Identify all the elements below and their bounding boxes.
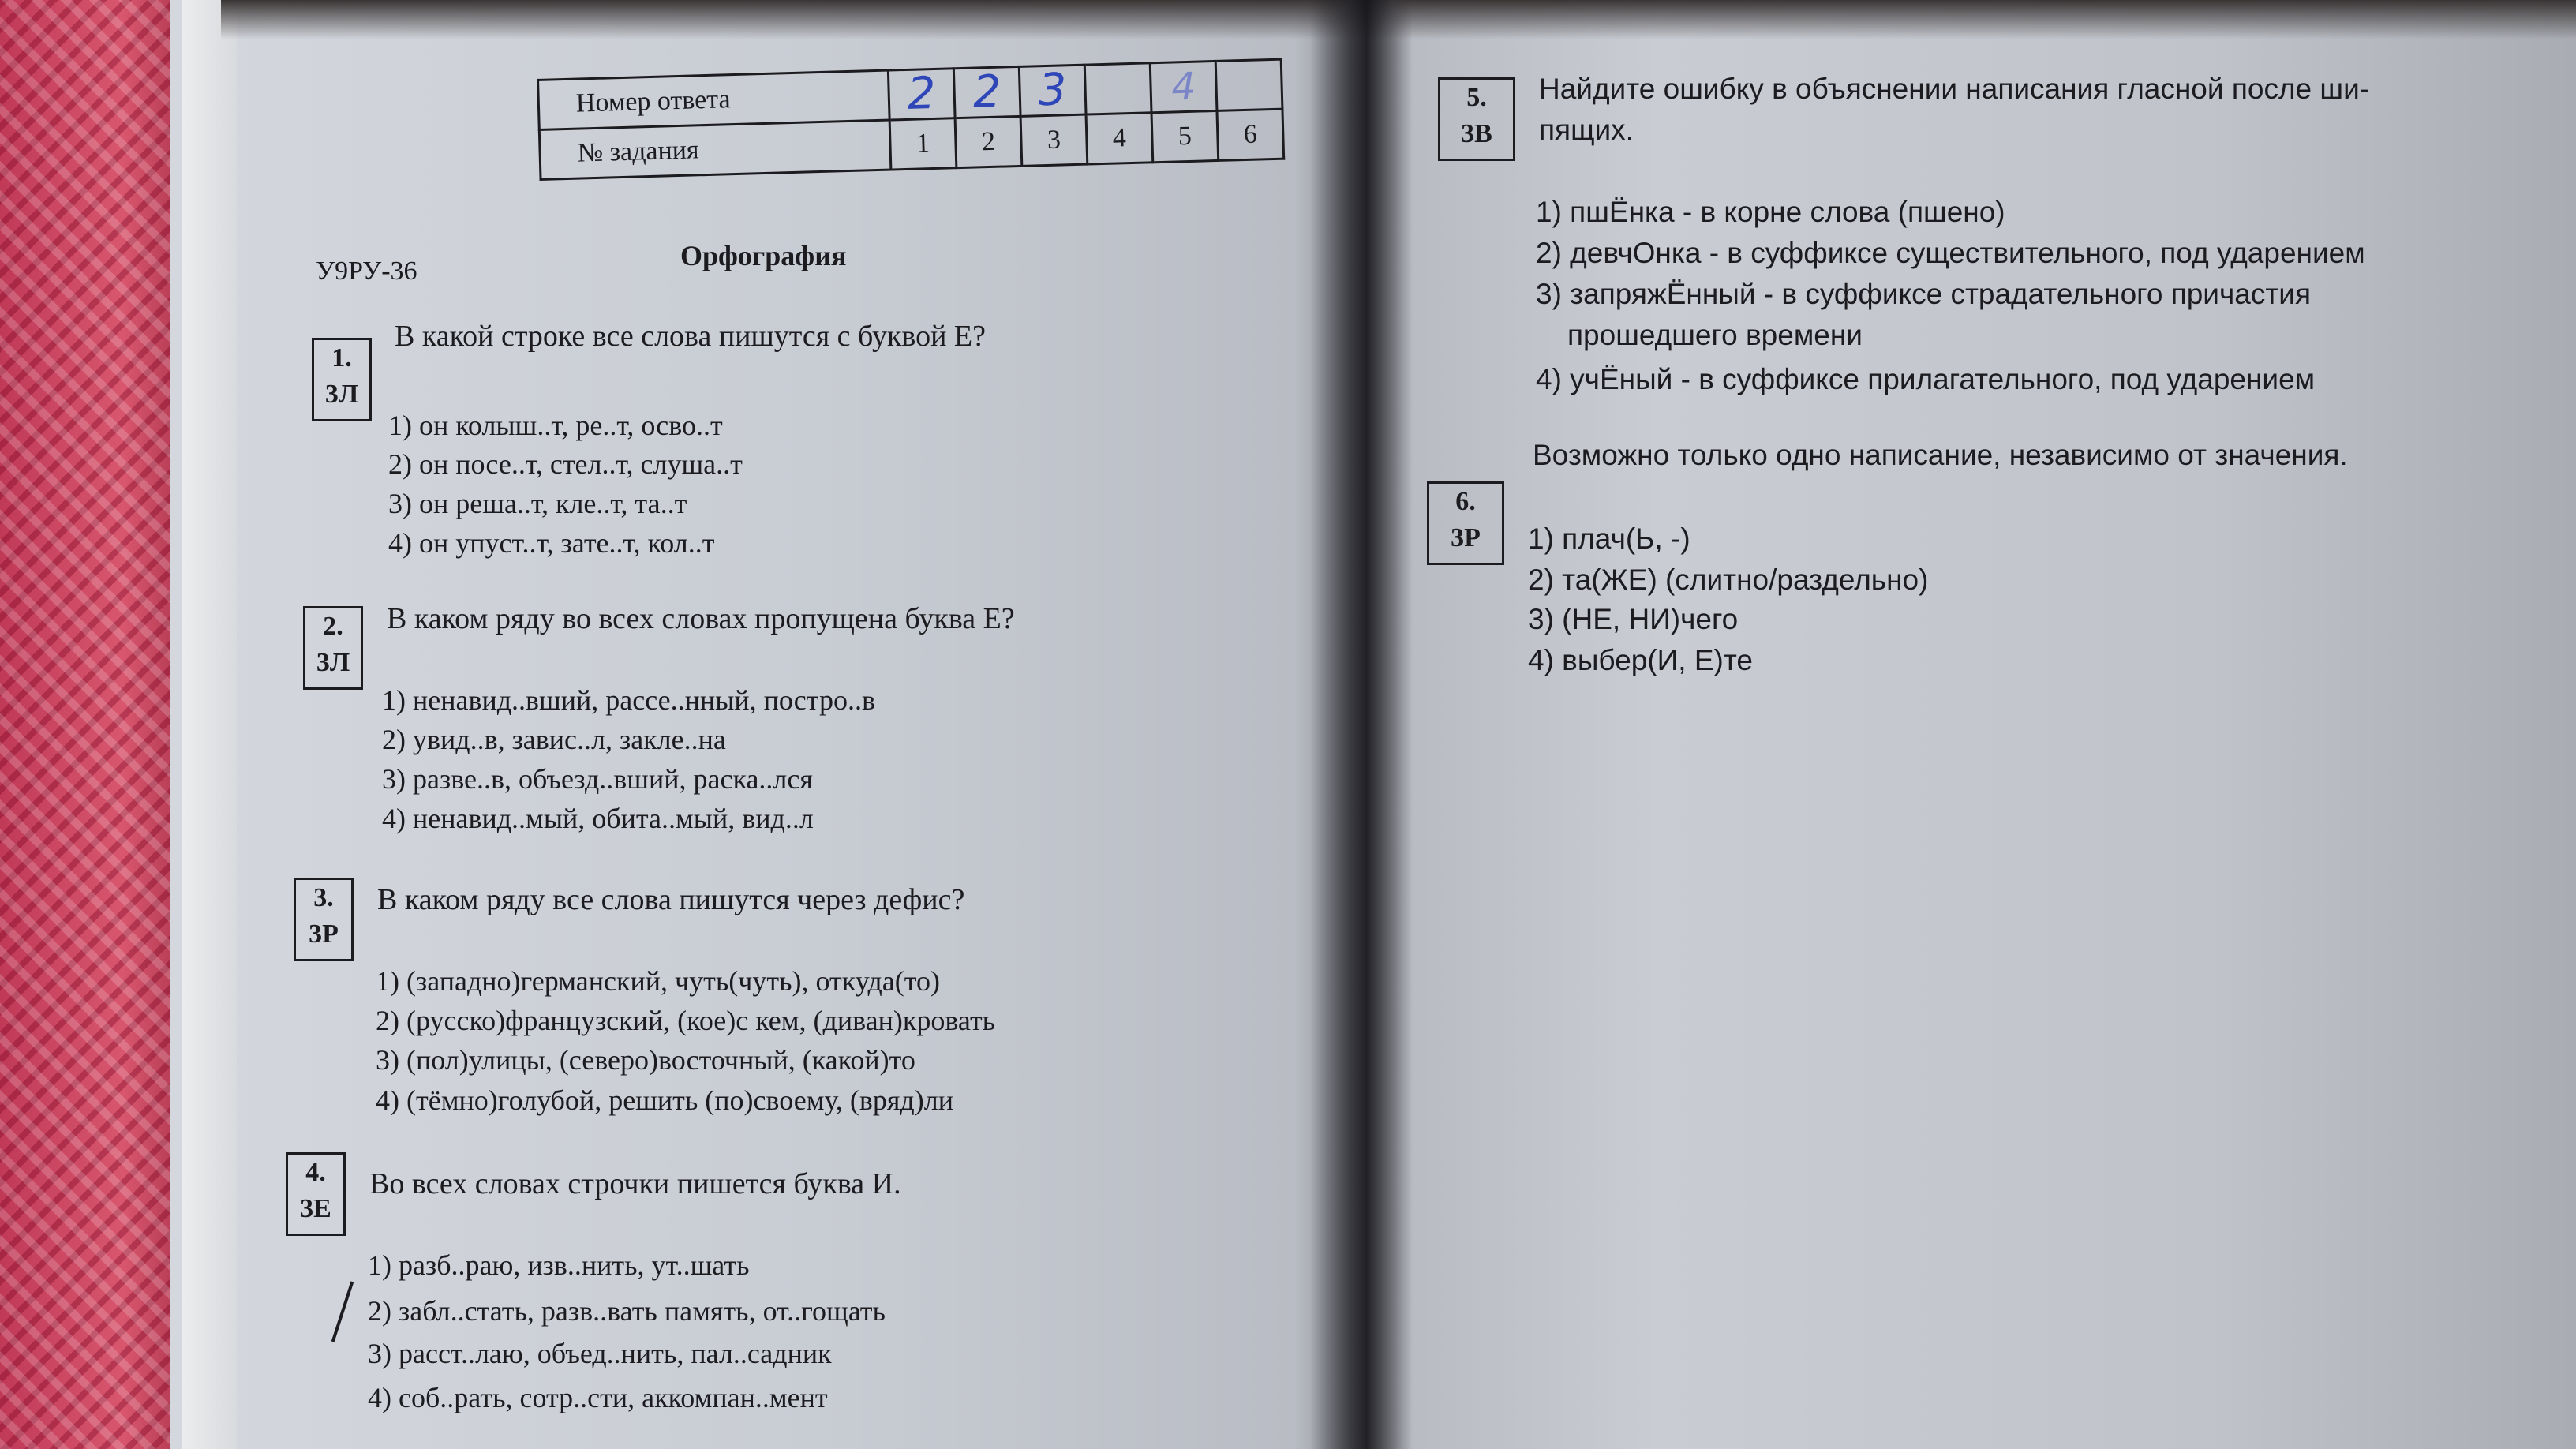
question-number: 1.: [331, 343, 352, 373]
answer-cell-4: [1084, 63, 1151, 114]
handwritten-answer: 2: [906, 67, 937, 120]
question-5-text-line2: пящих.: [1539, 114, 1634, 146]
question-5-option-continuation: прошедшего времени: [1567, 319, 1863, 351]
question-5-text-line1: Найдите ошибку в объяснении написания гласной после ши-: [1539, 73, 2370, 105]
answer-cell-1: [888, 69, 955, 120]
question-1-option: 3) он реша..т, кле..т, та..т: [388, 488, 687, 519]
question-1-text: В какой строке все слова пишутся с буквой Е?: [395, 320, 986, 353]
pen-tick-mark: [331, 1281, 354, 1342]
question-code: 3Р: [1451, 523, 1481, 552]
handwritten-answer: 3: [1037, 64, 1068, 117]
question-5-option: 1) пшЁнка - в корне слова (пшено): [1536, 196, 2005, 228]
handwritten-answer: 2: [972, 66, 1002, 118]
question-number: 2.: [323, 612, 343, 641]
question-1-option: 4) он упуст..т, зате..т, кол..т: [388, 527, 715, 559]
question-4-text: Во всех словах строчки пишется буква И.: [369, 1167, 901, 1200]
task-number: 3: [1020, 114, 1088, 166]
question-5-option: 2) девчОнка - в суффиксе существительного, под ударением: [1536, 237, 2365, 269]
task-number: 2: [955, 116, 1022, 167]
question-3-text: В каком ряду все слова пишутся через дефис?: [377, 883, 965, 916]
task-number: 4: [1086, 113, 1153, 164]
question-2-option: 2) увид..в, завис..л, закле..на: [382, 724, 726, 755]
answer-cell-3: [1019, 65, 1086, 116]
question-3-box: [294, 878, 354, 961]
question-4-option: 1) разб..раю, изв..нить, ут..шать: [368, 1249, 750, 1281]
task-number: 6: [1217, 109, 1284, 160]
question-6-option: 4) выбер(И, Е)те: [1528, 644, 1753, 676]
question-code: 3Р: [309, 919, 339, 949]
worksheet-code: У9РУ-36: [316, 256, 417, 286]
question-2-option: 4) ненавид..мый, обита..мый, вид..л: [382, 803, 814, 834]
question-1-box: [312, 338, 372, 421]
answer-cell-5: [1150, 61, 1217, 112]
answer-cell-2: [953, 66, 1020, 118]
question-4-option: 3) расст..лаю, объед..нить, пал..садник: [368, 1338, 832, 1369]
question-3-option: 3) (пол)улицы, (северо)восточный, (какой)то: [376, 1044, 915, 1076]
question-5-option: 3) запряжЁнный - в суффиксе страдательного причастия: [1536, 278, 2311, 310]
question-1-option: 2) он посе..т, стел..т, слуша..т: [388, 448, 743, 480]
task-number: 1: [889, 118, 957, 170]
question-3-option: 4) (тёмно)голубой, решить (по)своему, (вряд)ли: [376, 1084, 953, 1116]
question-2-option: 3) разве..в, объезд..вший, раска..лся: [382, 763, 813, 795]
question-3-option: 1) (западно)германский, чуть(чуть), откуда(то): [376, 965, 941, 997]
page-title: Орфография: [680, 240, 847, 271]
question-2-text: В каком ряду во всех словах пропущена буква Е?: [387, 602, 1015, 635]
question-2-option: 1) ненавид..вший, рассе..нный, постро..в: [382, 684, 875, 716]
task-number: 5: [1151, 110, 1219, 162]
question-code: 3Е: [300, 1194, 331, 1223]
question-5-option: 4) учЁный - в суффиксе прилагательного, под ударением: [1536, 363, 2316, 395]
question-6-text: Возможно только одно написание, независимо от значения.: [1533, 439, 2348, 471]
question-6-option: 2) та(ЖЕ) (слитно/раздельно): [1528, 564, 1929, 596]
answer-cell-6: [1215, 59, 1282, 110]
question-number: 6.: [1455, 487, 1476, 516]
question-4-box: [286, 1152, 346, 1236]
question-1-option: 1) он колыш..т, ре..т, осво..т: [388, 410, 723, 441]
question-5-box: [1438, 77, 1515, 161]
question-number: 5.: [1466, 83, 1487, 112]
question-number: 3.: [313, 883, 334, 912]
question-number: 4.: [305, 1158, 326, 1187]
question-code: 3В: [1461, 119, 1492, 148]
question-2-box: [303, 606, 363, 690]
question-code: 3Л: [324, 380, 359, 409]
answer-table: [537, 58, 1285, 181]
question-4-option: 2) забл..стать, разв..вать память, от..гощать: [368, 1295, 886, 1327]
task-row-label: № задания: [539, 120, 891, 179]
handwritten-answer: 4: [1170, 64, 1196, 110]
question-code: 3Л: [316, 648, 350, 677]
question-3-option: 2) (русско)французский, (кое)с кем, (диван)кровать: [376, 1005, 996, 1036]
question-6-option: 3) (НЕ, НИ)чего: [1528, 603, 1739, 635]
answer-row-label: Номер ответа: [538, 70, 890, 129]
question-6-option: 1) плач(Ь, -): [1528, 522, 1690, 555]
question-6-box: [1427, 481, 1504, 565]
question-4-option: 4) соб..рать, сотр..сти, аккомпан..мент: [368, 1382, 828, 1413]
